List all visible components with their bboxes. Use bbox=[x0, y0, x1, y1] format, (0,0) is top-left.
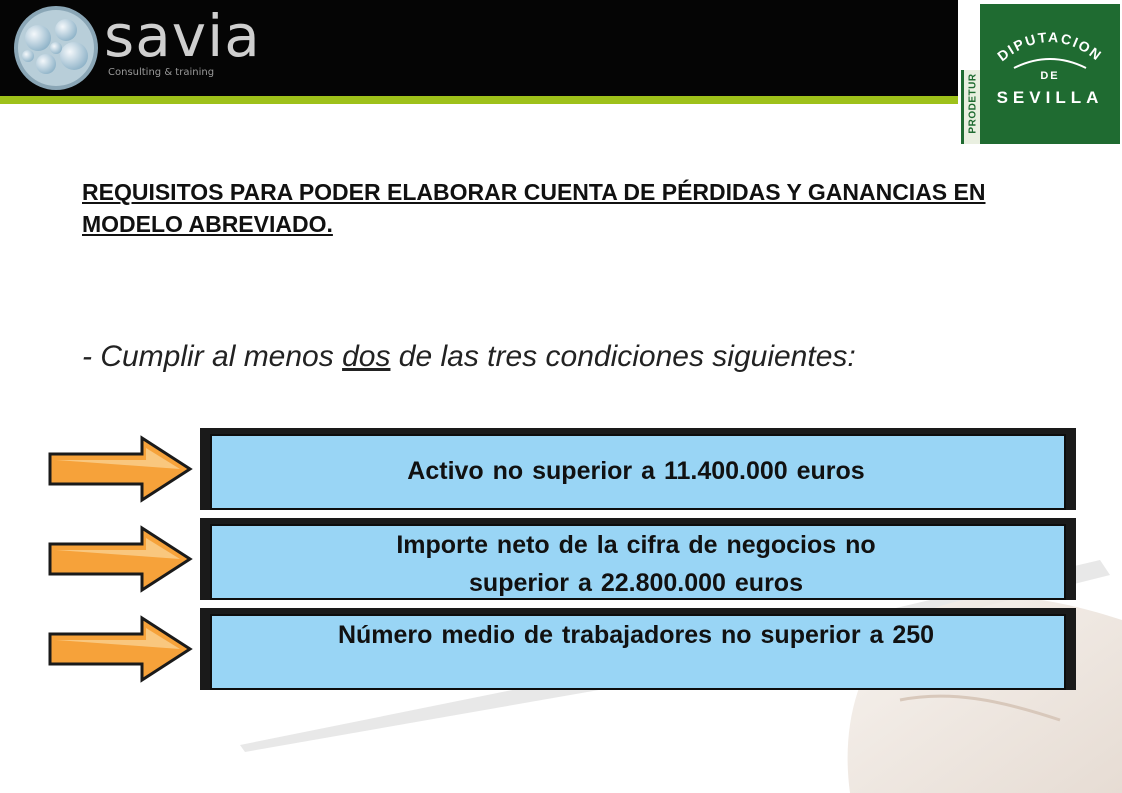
seal-arc-text: DIPUTACION bbox=[994, 28, 1106, 65]
condition-text-2: Importe neto de la cifra de negocios no superior a 22.800.000 euros bbox=[396, 531, 876, 597]
arrow-right-icon bbox=[46, 614, 196, 684]
intro-suffix: de las tres condiciones siguientes: bbox=[390, 340, 856, 373]
condition-box-2 bbox=[200, 518, 1080, 604]
seal-side-label: PRODETUR bbox=[967, 73, 979, 134]
seal-city-text: SEVILLA bbox=[996, 88, 1104, 107]
diputacion-seal bbox=[958, 0, 1122, 148]
intro-prefix: - Cumplir al menos bbox=[82, 340, 343, 373]
brand-tagline: Consulting & training bbox=[108, 67, 215, 78]
seal-de-text: DE bbox=[1040, 70, 1060, 82]
arrow-right-icon bbox=[46, 524, 196, 594]
condition-box-3 bbox=[200, 608, 1080, 694]
seal-arc-icon bbox=[980, 4, 1120, 74]
header-accent-stripe bbox=[0, 96, 960, 104]
condition-text-3: Número medio de trabajadores no superior a 250 bbox=[337, 621, 935, 649]
header-bar bbox=[0, 0, 960, 96]
savia-logo-icon bbox=[8, 4, 108, 92]
condition-text-1: Activo no superior a 11.400.000 euros bbox=[407, 457, 865, 485]
slide-title: REQUISITOS PARA PODER ELABORAR CUENTA DE PÉRDIDAS Y GANANCIAS EN MODELO ABREVIADO. bbox=[82, 179, 986, 237]
intro-emphasis: dos bbox=[342, 340, 391, 373]
seal-side-tab bbox=[961, 70, 980, 144]
brand-name: savia bbox=[104, 2, 261, 70]
condition-box-1 bbox=[200, 428, 1080, 514]
arrow-right-icon bbox=[46, 434, 196, 504]
intro-line bbox=[82, 340, 1082, 374]
seal-emblem bbox=[980, 4, 1120, 144]
